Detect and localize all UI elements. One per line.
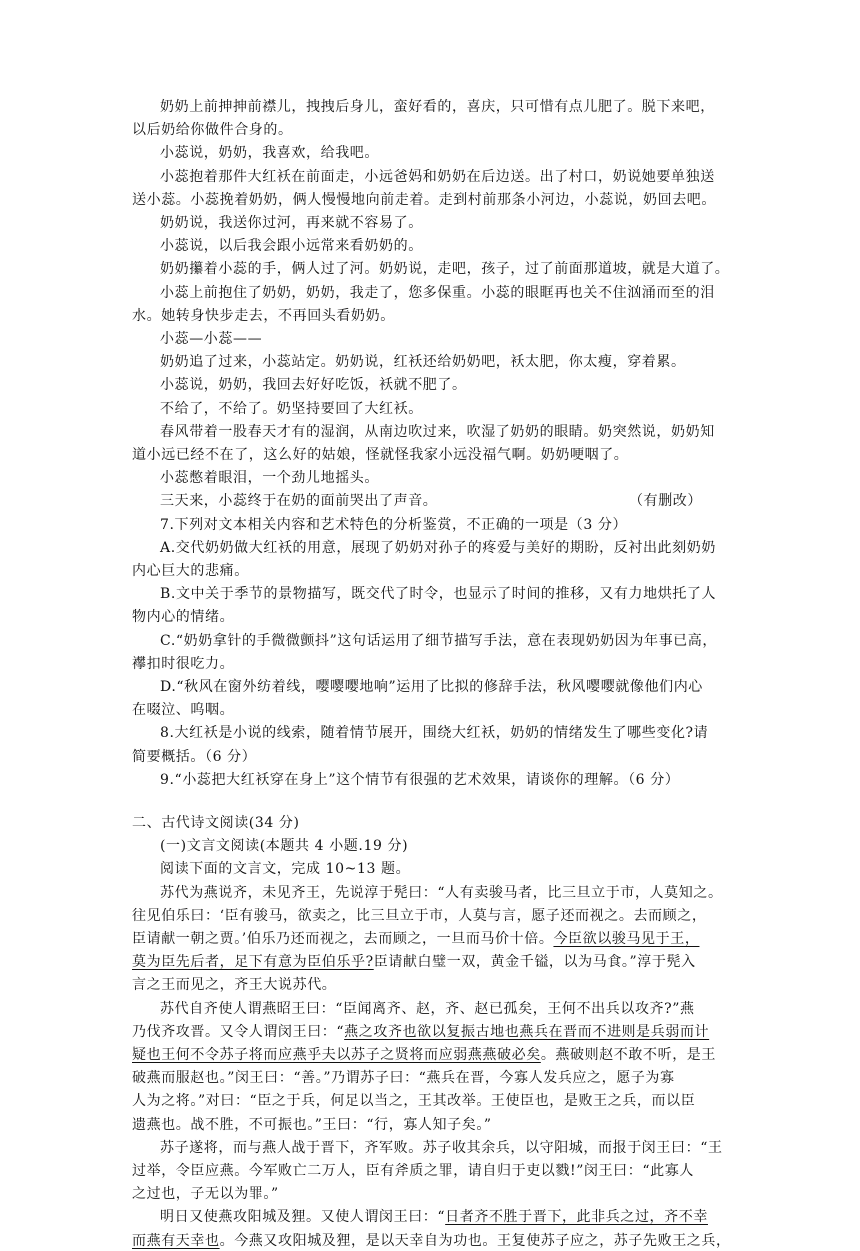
text-line (132, 1022, 732, 1042)
text-line (160, 329, 732, 349)
line-text: 过举，令臣应燕。今军败亡二万人，臣有斧质之罪，请自归于吏以戮!”闵王曰：“此寡人 (132, 1163, 694, 1179)
line-text: 奶奶上前抻抻前襟儿，拽拽后身儿，蛮好看的，喜庆，只可惜有点儿肥了。脱下来吧， (160, 99, 715, 115)
line-text: 莫为臣先后者，足下有意为臣伯乐乎?臣请献白璧一双，黄金千镒，以为马食。”淳于髡入 (132, 954, 696, 971)
line-text: 物内心的情绪。 (132, 609, 235, 626)
text-line (132, 975, 732, 995)
text-line (132, 813, 732, 833)
text-line (160, 352, 732, 372)
line-text: 奶奶攥着小蕊的手，俩人过了河。奶奶说，走吧，孩子，过了前面那道坡，就是大道了。 (160, 261, 730, 278)
text-line (160, 515, 732, 535)
text-line (132, 906, 732, 926)
text-line (132, 120, 732, 140)
line-text: 遗燕也。战不胜，不可振也。”王曰：“行，寡人知子矣。” (132, 1116, 492, 1133)
text-line (132, 445, 732, 465)
line-text: 春风带着一股春天才有的湿润，从南边吹过来，吹湿了奶奶的眼睛。奶突然说，奶奶知 (160, 423, 715, 440)
text-line (160, 399, 732, 419)
line-text: 内心巨大的悲痛。 (132, 563, 249, 579)
text-line (132, 1115, 732, 1135)
line-text: 小蕊说，以后我会跟小远常来看奶奶的。 (160, 238, 423, 255)
line-text: 破燕而服赵也。”闵王曰：“善。”乃谓苏子曰：“燕兵在晋，今寡人发兵应之，愿子为寡 (132, 1070, 675, 1087)
text-line (160, 770, 732, 790)
line-text: B.文中关于季节的景物描写，既交代了时令，也显示了时间的推移，又有力地烘托了人 (160, 586, 717, 603)
line-text: 不给了，不给了。奶坚持要回了大红袄。 (160, 400, 423, 417)
line-text: 小蕊上前抱住了奶奶，奶奶，我走了，您多保重。小蕊的眼眶再也关不住汹涌而至的泪 (160, 284, 715, 301)
text-line (132, 1068, 732, 1088)
text-line (160, 883, 732, 903)
line-text: 苏代为燕说齐，未见齐王，先说淳于髡曰：“人有卖骏马者，比三旦立于市，人莫知之。 (160, 884, 723, 901)
line-text: 以后奶给你做件合身的。 (132, 122, 293, 139)
line-text: 9.“小蕊把大红袄穿在身上”这个情节有很强的艺术效果，请谈你的理解。（6 分） (160, 771, 680, 788)
text-line (160, 1138, 732, 1158)
text-line (160, 259, 732, 279)
text-line (132, 306, 732, 326)
text-line (132, 747, 732, 767)
line-text: 小蕊憋着眼泪，一个劲儿地摇头。 (160, 470, 379, 487)
line-text: 8.大红袄是小说的线索，随着情节展开，围绕大红袄，奶奶的情绪发生了哪些变化?请 (160, 725, 709, 742)
text-line (160, 422, 732, 442)
line-text: 二、古代诗文阅读(34 分) (132, 815, 300, 831)
text-line (132, 190, 732, 210)
line-text: 在啜泣、呜咽。 (132, 702, 235, 719)
line-text: 往见伯乐曰：‘臣有骏马，欲卖之，比三旦立于市，人莫与言，愿子还而视之。去而顾之， (132, 907, 707, 924)
text-line (132, 561, 732, 581)
line-text: 简要概括。（6 分） (132, 748, 257, 765)
line-text: 小蕊说，奶奶，我喜欢，给我吧。 (160, 145, 379, 162)
text-line (160, 723, 732, 743)
line-text: 臣请献一朝之贾。’伯乐乃还而视之，去而顾之，一旦而马价十倍。今臣欲以骏马见于王， (132, 931, 700, 947)
line-text: 苏子遂将，而与燕人战于晋下，齐军败。苏子收其余兵，以守阳城，而报于闵王曰：“王 (160, 1139, 723, 1156)
line-text: 水。她转身快步走去，不再回头看奶奶。 (132, 307, 395, 324)
text-line (132, 1045, 732, 1065)
text-line (160, 859, 732, 879)
text-line (132, 929, 732, 949)
line-text: 奶奶追了过来，小蕊站定。奶奶说，红袄还给奶奶吧，袄太肥，你太瘦，穿着累。 (160, 354, 686, 371)
line-text: 阅读下面的文言文，完成 10~13 题。 (160, 861, 411, 878)
line-text: 乃伐齐攻晋。又令人谓闵王曰：“燕之攻齐也欲以复振古地也燕兵在晋而不进则是兵弱而计 (132, 1023, 710, 1040)
text-line (160, 584, 732, 604)
text-line (160, 167, 732, 187)
line-text: 襻扣时很吃力。 (132, 655, 235, 672)
text-line (132, 1091, 732, 1111)
line-text: 道小远已经不在了，这么好的姑娘，怪就怪我家小远没福气啊。奶奶哽咽了。 (132, 447, 629, 463)
source-note: （有删改） (629, 493, 702, 510)
line-text: 苏代自齐使人谓燕昭王曰：“臣闻离齐、赵，齐、赵已孤矣，王何不出兵以攻齐?”燕 (160, 1000, 695, 1017)
line-text: 小蕊抱着那件大红袄在前面走，小远爸妈和奶奶在后边送。出了村口，奶说她要单独送 (160, 168, 715, 185)
line-text: 小蕊—小蕊—— (160, 331, 263, 347)
line-text: 明日又使燕攻阳城及狸。又使人谓闵王曰：“日者齐不胜于晋下，此非兵之过，齐不幸 (160, 1209, 708, 1226)
line-text: 三天来，小蕊终于在奶的面前哭出了声音。 (160, 493, 438, 510)
text-line (160, 538, 732, 558)
line-text: C.“奶奶拿针的手微微颤抖”这句话运用了细节描写手法，意在表现奶奶因为年事已高， (160, 632, 717, 649)
text-line (160, 836, 732, 856)
line-text: 言之王而见之，齐王大说苏代。 (132, 977, 337, 994)
line-text: D.“秋风在窗外纺着线，嘤嘤嘤地响”运用了比拟的修辞手法，秋风嘤嘤就像他们内心 (160, 679, 703, 695)
line-text: A.交代奶奶做大红袄的用意，展现了奶奶对孙子的疼爱与美好的期盼，反衬出此刻奶奶 (160, 539, 716, 556)
text-line (160, 1207, 732, 1227)
text-line (132, 654, 732, 674)
text-line (132, 1231, 732, 1251)
line-text: 疑也王何不令苏子将而应燕乎夫以苏子之贤将而应弱燕燕破必矣。燕破则赵不敢不听，是王 (132, 1047, 717, 1063)
text-line (132, 1161, 732, 1181)
line-text: 而燕有天幸也。今燕又攻阳城及狸，是以天幸自为功也。王复使苏子应之，苏子先败王之兵， (132, 1232, 731, 1249)
text-line (160, 213, 732, 233)
text-line (160, 468, 732, 488)
text-line (160, 97, 732, 117)
line-text: 7.下列对文本相关内容和艺术特色的分析鉴赏，不正确的一项是（3 分） (160, 516, 628, 533)
text-line (160, 236, 732, 256)
text-line (160, 375, 732, 395)
text-line (160, 143, 732, 163)
line-text: (一)文言文阅读(本题共 4 小题.19 分) (160, 838, 409, 855)
line-text: 人为之将。”对曰：“臣之于兵，何足以当之，王其改举。王使臣也，是败王之兵，而以臣 (132, 1093, 696, 1110)
text-line (160, 999, 732, 1019)
text-line (132, 700, 732, 720)
text-line (160, 283, 732, 303)
text-line (160, 677, 732, 697)
text-line (160, 491, 732, 511)
line-text: 送小蕊。小蕊挽着奶奶，俩人慢慢地向前走着。走到村前那条小河边，小蕊说，奶回去吧。 (132, 191, 716, 208)
text-line (132, 607, 732, 627)
line-text: 小蕊说，奶奶，我回去好好吃饭，袄就不肥了。 (160, 377, 467, 394)
text-line (132, 1184, 732, 1204)
line-text: 之过也，子无以为罪。” (132, 1186, 279, 1203)
text-line (160, 631, 732, 651)
text-line (132, 952, 732, 972)
line-text: 奶奶说，我送你过河，再来就不容易了。 (160, 215, 423, 231)
